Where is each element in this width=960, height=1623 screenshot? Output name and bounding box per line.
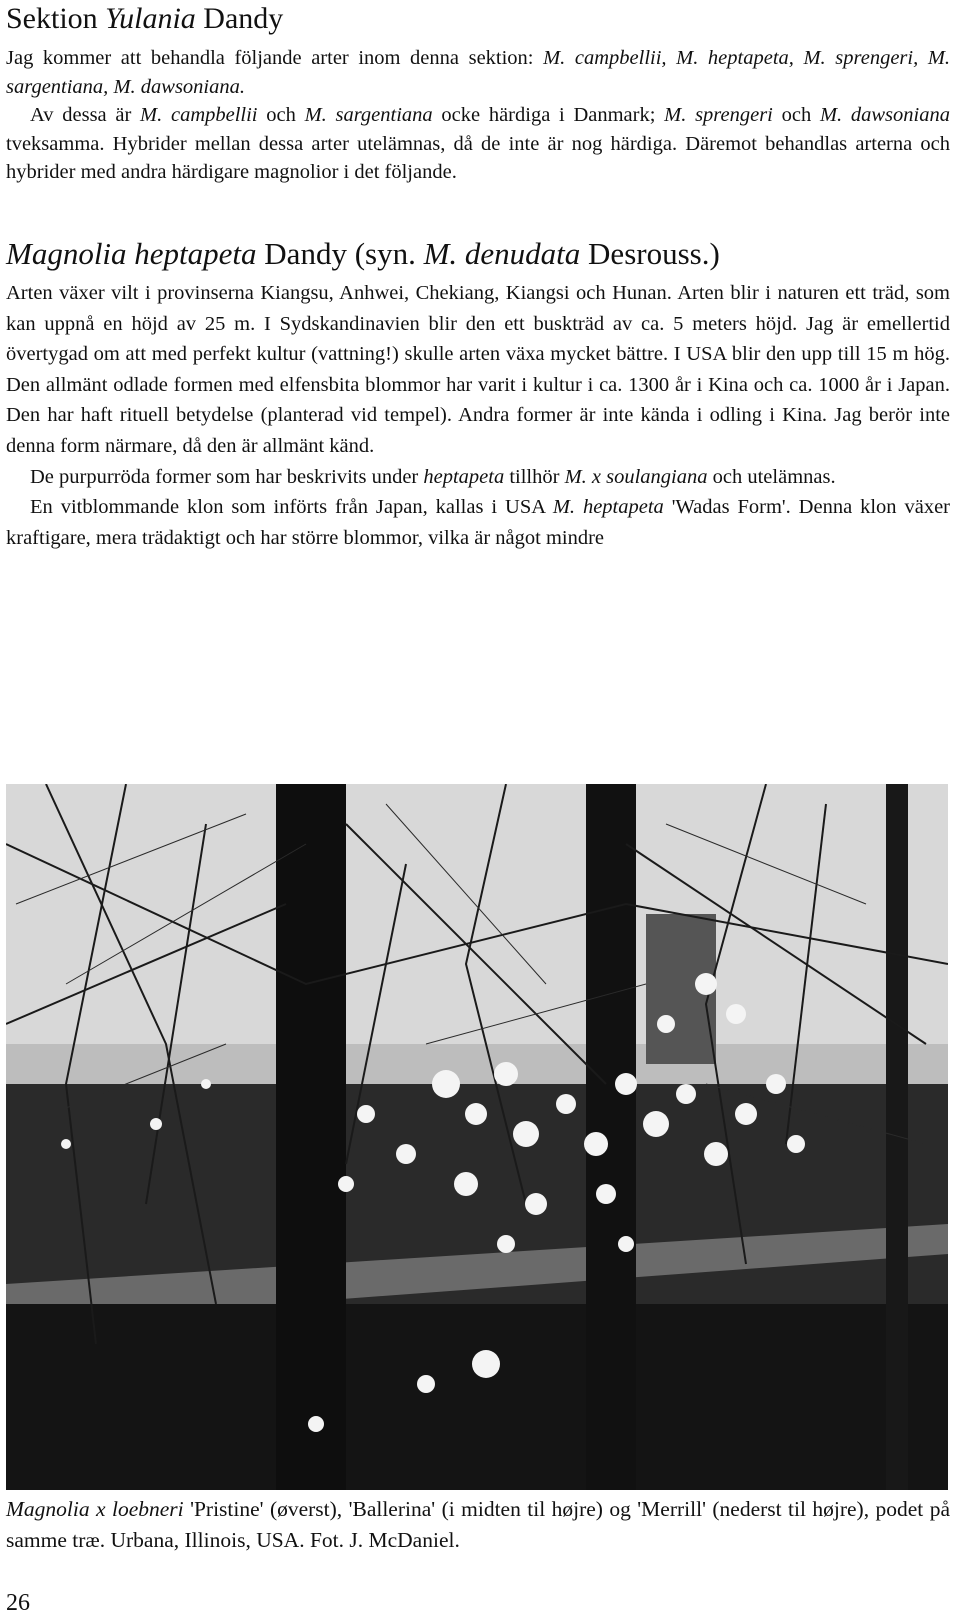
magnolia-photo: [6, 784, 948, 1490]
section-label: Sektion: [6, 2, 98, 35]
section-heading: [6, 2, 283, 36]
caption-text: 'Pristine' (øverst), 'Ballerina' (i midten til højre) og 'Merrill' (nederst til højre), podet på samme træ. Urbana, Illinois, USA. Fot. J. McDaniel.: [6, 1497, 950, 1552]
species-synonym: M. denudata: [423, 236, 581, 271]
photo-illustration: [6, 784, 948, 1490]
photo-caption: [6, 1494, 950, 1556]
section-author: Dandy: [203, 2, 284, 35]
intro-paragraph-2: Av dessa är M. campbellii och M. sargentiana ocke härdiga i Danmark; M. sprengeri och M. dawsoniana tveksamma. Hybrider mellan dessa arter utelämnas, då de inte är nog härdiga. Däremot behandlas arterna och hybrider med andra härdigare magnolior i det följande.: [6, 104, 950, 183]
page-number: 26: [6, 1590, 30, 1616]
species-heading: Magnolia heptapeta Dandy (syn. M. denudata Desrouss.): [6, 236, 720, 271]
species-name: Magnolia heptapeta: [6, 236, 257, 271]
body-paragraph-3: En vitblommande klon som införts från Japan, kallas i USA M. heptapeta 'Wadas Form'. Denna klon växer kraftigare, mera trädaktigt och har större blommor, vilka är något mindre: [6, 496, 950, 549]
caption-species: Magnolia x loebneri: [6, 1497, 184, 1521]
body-paragraph-1: Arten växer vilt i provinserna Kiangsu, Anhwei, Chekiang, Kiangsi och Hunan. Arten blir i naturen ett träd, som kan uppnå en höjd av 25 m. I Sydskandinavien blir den ett buskträd av ca. 5 meters höjd. Jag är emellertid övertygad om att med perfekt kultur (vattning!) skulle arten växa mycket bättre. I USA blir den upp till 15 m hög. Den allmänt odlade formen med elfensbita blommor har varit i kultur i ca. 1300 år i Kina och ca. 1000 år i Japan. Den har haft rituell betydelse (planterad vid tempel). Andra former är inte kända i odling i Kina. Jag berör inte denna form närmare, då den är allmänt känd.: [6, 282, 950, 457]
intro-paragraph-1: Jag kommer att behandla följande arter inom denna sektion: M. campbellii, M. heptapeta, M. sprengeri, M. sargentiana, M. dawsoniana.: [6, 47, 951, 98]
species-body-text: [6, 278, 950, 553]
section-name: Yulania: [105, 2, 196, 35]
intro-text: [6, 44, 950, 187]
body-paragraph-2: De purpurröda former som har beskrivits under heptapeta tillhör M. x soulangiana och utelämnas.: [30, 465, 836, 488]
